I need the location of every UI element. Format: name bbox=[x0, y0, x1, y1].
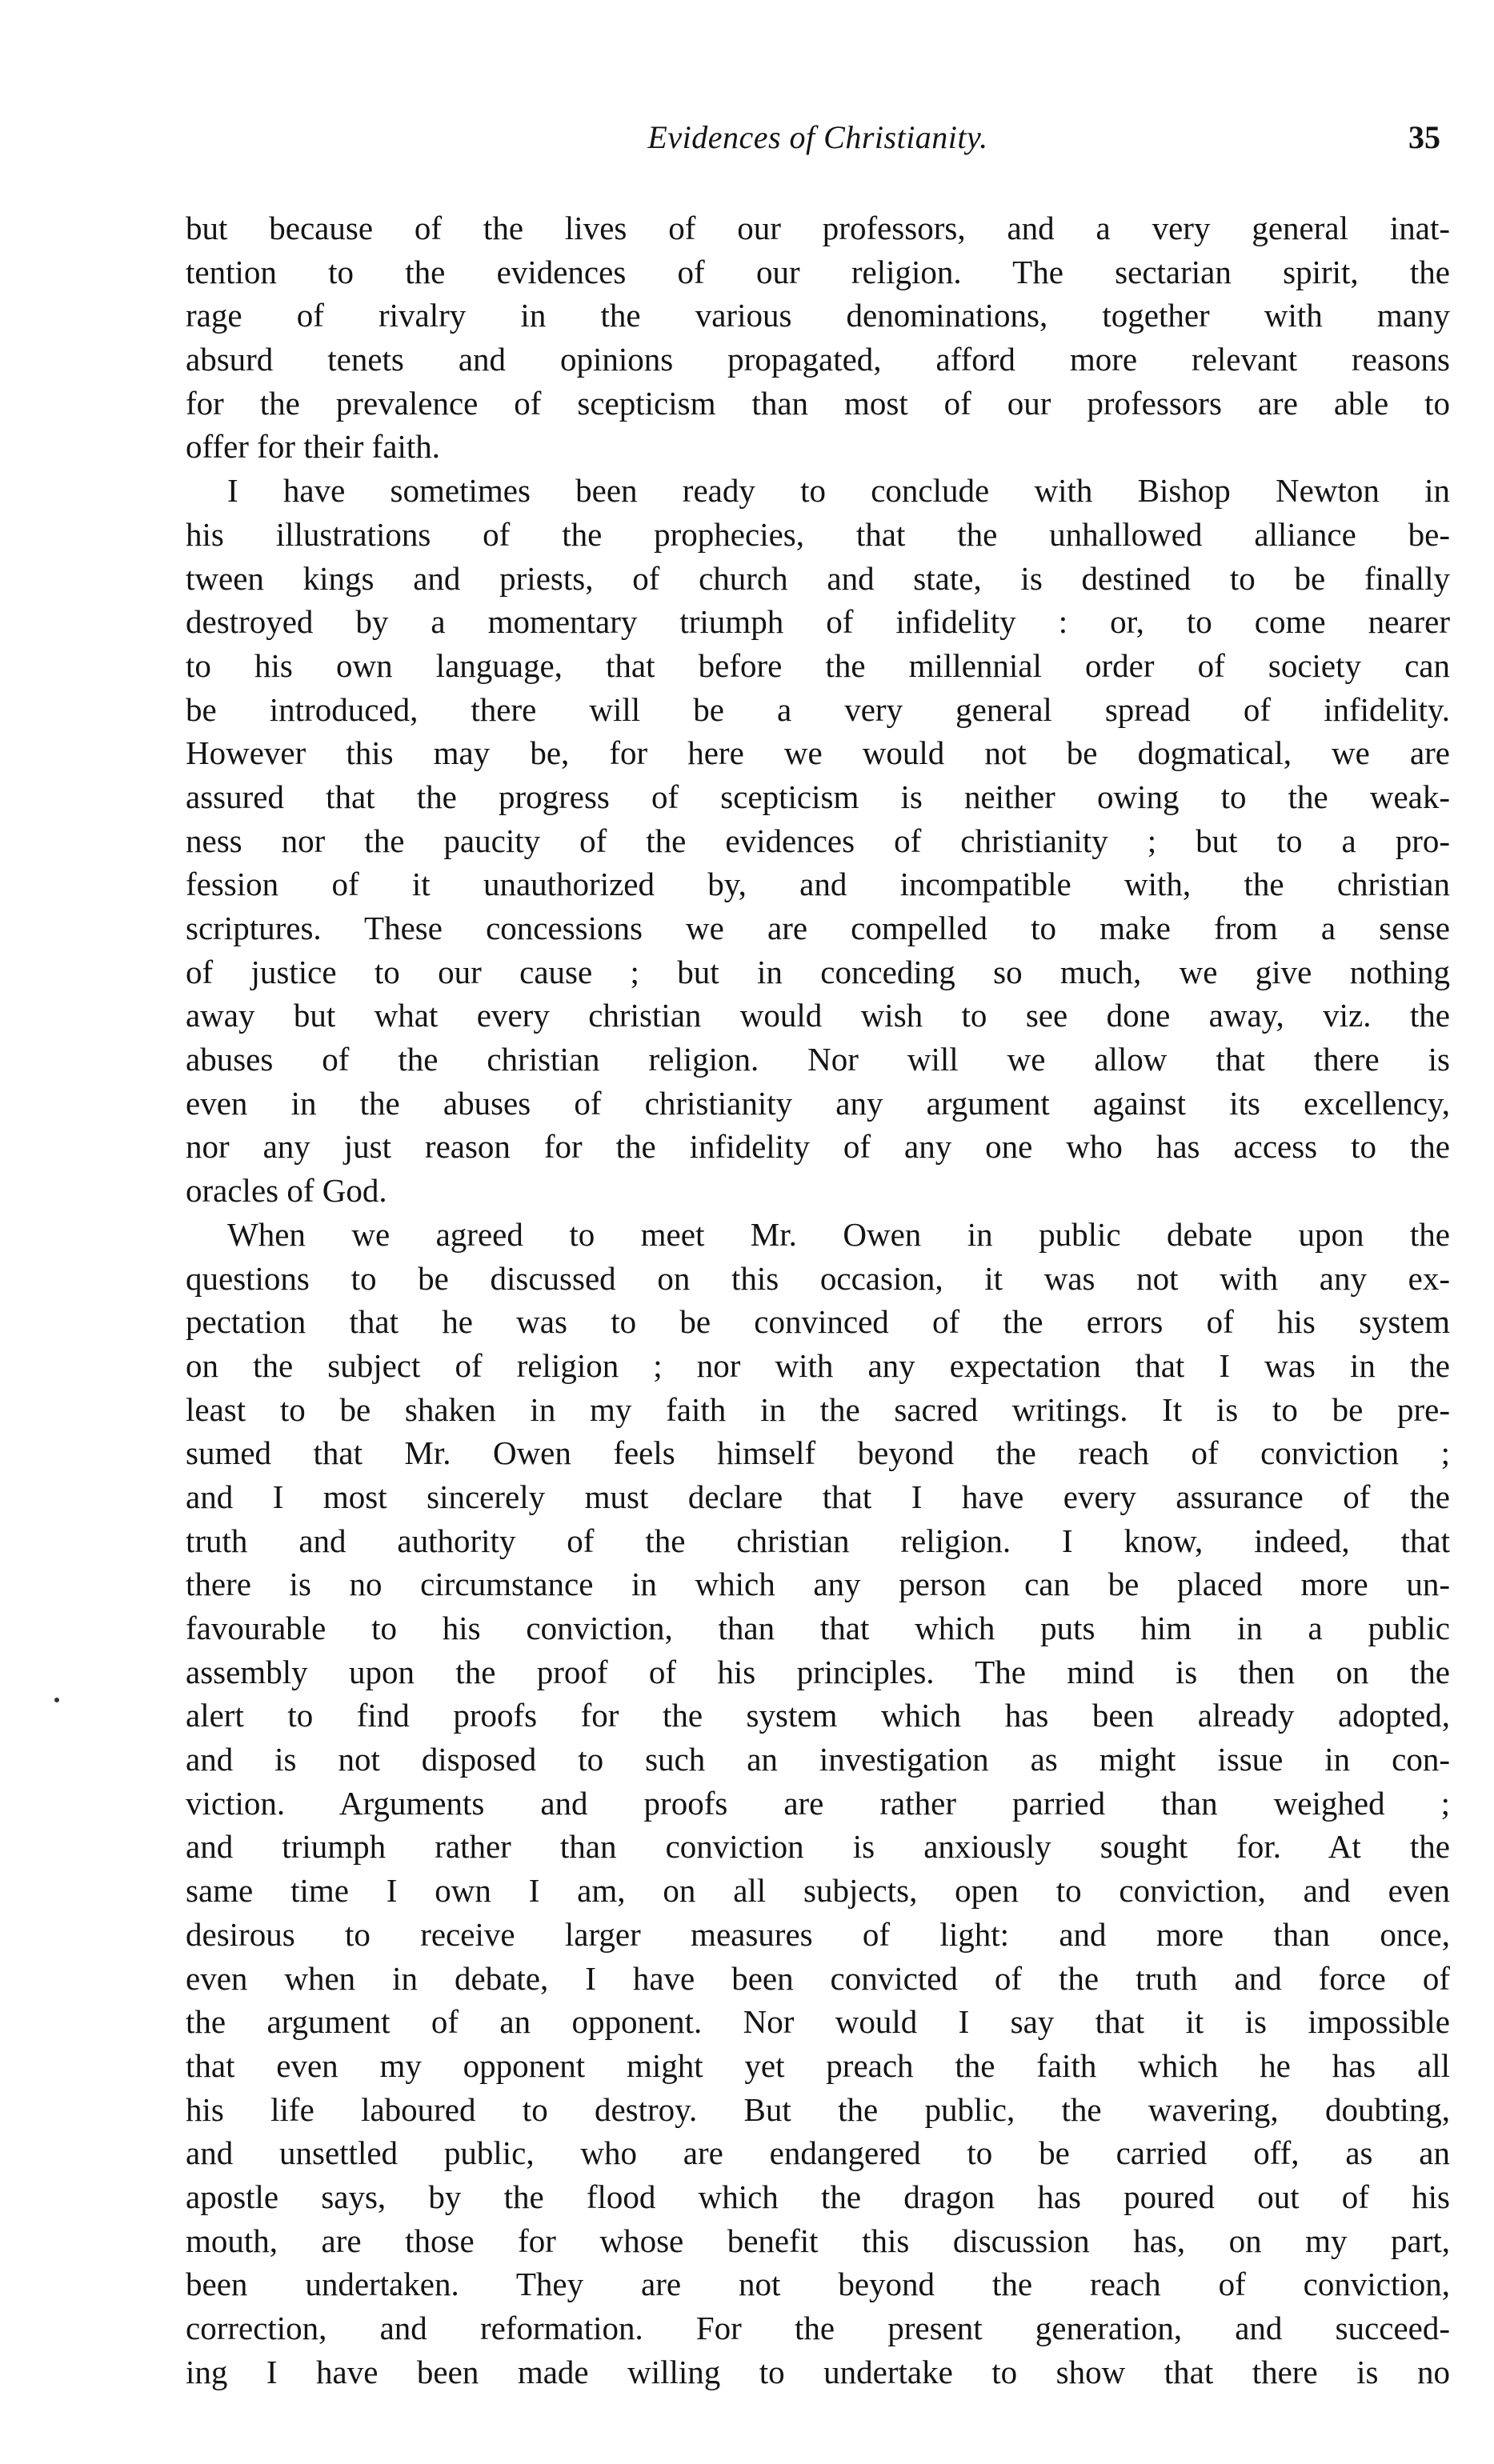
text-line: desirous to receive larger measures of light: and more than once, bbox=[186, 1915, 1450, 1953]
text-line: ness nor the paucity of the evidences of christianity ; but to a pro- bbox=[186, 822, 1450, 859]
text-line: pectation that he was to be convinced of the errors of his system bbox=[186, 1303, 1450, 1341]
text-line: favourable to his conviction, than that which puts him in a public bbox=[186, 1610, 1450, 1646]
text-line: and is not disposed to such an investigation as might issue in con- bbox=[186, 1741, 1450, 1778]
text-line: absurd tenets and opinions propagated, afford more relevant reasons bbox=[186, 341, 1450, 378]
text-line: apostle says, by the flood which the dragon has poured out of his bbox=[186, 2178, 1450, 2215]
text-line: the argument of an opponent. Nor would I say that it is impossible bbox=[186, 2003, 1450, 2041]
text-line: but because of the lives of our professors, and a very general inat- bbox=[186, 210, 1450, 246]
text-line: least to be shaken in my faith in the sacred writings. It is to be pre- bbox=[186, 1390, 1450, 1428]
text-line: However this may be, for here we would not be dogmatical, we are bbox=[186, 734, 1450, 772]
text-line: rage of rivalry in the various denominations, together with many bbox=[186, 297, 1450, 334]
text-line: scriptures. These concessions we are compelled to make from a sense bbox=[186, 910, 1450, 946]
text-line: be introduced, there will be a very general spread of infidelity. bbox=[186, 690, 1450, 728]
text-line: been undertaken. They are not beyond the reach of conviction, bbox=[186, 2266, 1450, 2303]
text-line: for the prevalence of scepticism than most of our professors are able to bbox=[186, 384, 1450, 422]
text-line: truth and authority of the christian religion. I know, indeed, that bbox=[186, 1522, 1450, 1559]
text-line: same time I own I am, on all subjects, open to conviction, and even bbox=[186, 1872, 1450, 1910]
running-title: Evidences of Christianity. bbox=[647, 119, 988, 155]
text-line: even in the abuses of christianity any argument against its excellency, bbox=[186, 1084, 1450, 1122]
text-line: tween kings and priests, of church and state, is destined to be finally bbox=[186, 559, 1450, 597]
text-line: that even my opponent might yet preach the faith which he has all bbox=[186, 2046, 1450, 2084]
text-line: offer for their faith. bbox=[186, 428, 440, 466]
text-line: mouth, are those for whose benefit this discussion has, on my part, bbox=[186, 2222, 1450, 2259]
text-line: assured that the progress of scepticism is neither owing to the weak- bbox=[186, 778, 1450, 815]
page-number: 35 bbox=[1408, 119, 1440, 155]
text-line: nor any just reason for the infidelity of any one who has access to the bbox=[186, 1128, 1450, 1166]
running-head bbox=[186, 114, 1450, 162]
text-line: correction, and reformation. For the present generation, and succeed- bbox=[186, 2310, 1450, 2346]
text-line: ing I have been made willing to undertake to show that there is no bbox=[186, 2353, 1450, 2390]
text-line: assembly upon the proof of his principles. The mind is then on the bbox=[186, 1653, 1450, 1690]
text-line: and unsettled public, who are endangered to be carried off, as an bbox=[186, 2134, 1450, 2172]
text-line: away but what every christian would wish to see done away, viz. the bbox=[186, 997, 1450, 1034]
text-line: viction. Arguments and proofs are rather parried than weighed ; bbox=[186, 1784, 1450, 1822]
text-line: and triumph rather than conviction is anxiously sought for. At the bbox=[186, 1828, 1450, 1866]
text-line: sumed that Mr. Owen feels himself beyond the reach of conviction ; bbox=[186, 1434, 1450, 1472]
margin-ink-dot bbox=[54, 1698, 59, 1702]
text-line: tention to the evidences of our religion. The sectarian spirit, the bbox=[186, 253, 1450, 290]
text-line: abuses of the christian religion. Nor will we allow that there is bbox=[186, 1041, 1450, 1078]
text-line: there is no circumstance in which any person can be placed more un- bbox=[186, 1566, 1450, 1603]
text-line: even when in debate, I have been convicted of the truth and force of bbox=[186, 1959, 1450, 1997]
text-line: his life laboured to destroy. But the public, the wavering, doubting, bbox=[186, 2090, 1450, 2128]
text-line: alert to find proofs for the system which has been already adopted, bbox=[186, 1697, 1450, 1734]
text-line: and I most sincerely must declare that I have every assurance of the bbox=[186, 1478, 1450, 1515]
text-line: I have sometimes been ready to conclude with Bishop Newton in bbox=[227, 472, 1450, 510]
text-line: to his own language, that before the millennial order of society can bbox=[186, 646, 1450, 684]
text-line: his illustrations of the prophecies, that the unhallowed alliance be- bbox=[186, 515, 1450, 553]
text-line: When we agreed to meet Mr. Owen in public debate upon the bbox=[227, 1215, 1450, 1253]
body-text bbox=[186, 206, 1450, 2394]
text-line: fession of it unauthorized by, and incompatible with, the christian bbox=[186, 866, 1450, 903]
text-line: oracles of God. bbox=[186, 1172, 387, 1210]
text-line: questions to be discussed on this occasion, it was not with any ex- bbox=[186, 1259, 1450, 1297]
text-line: on the subject of religion ; nor with any expectation that I was in the bbox=[186, 1346, 1450, 1384]
text-line: destroyed by a momentary triumph of infidelity : or, to come nearer bbox=[186, 603, 1450, 641]
text-line: of justice to our cause ; but in conceding so much, we give nothing bbox=[186, 953, 1450, 990]
